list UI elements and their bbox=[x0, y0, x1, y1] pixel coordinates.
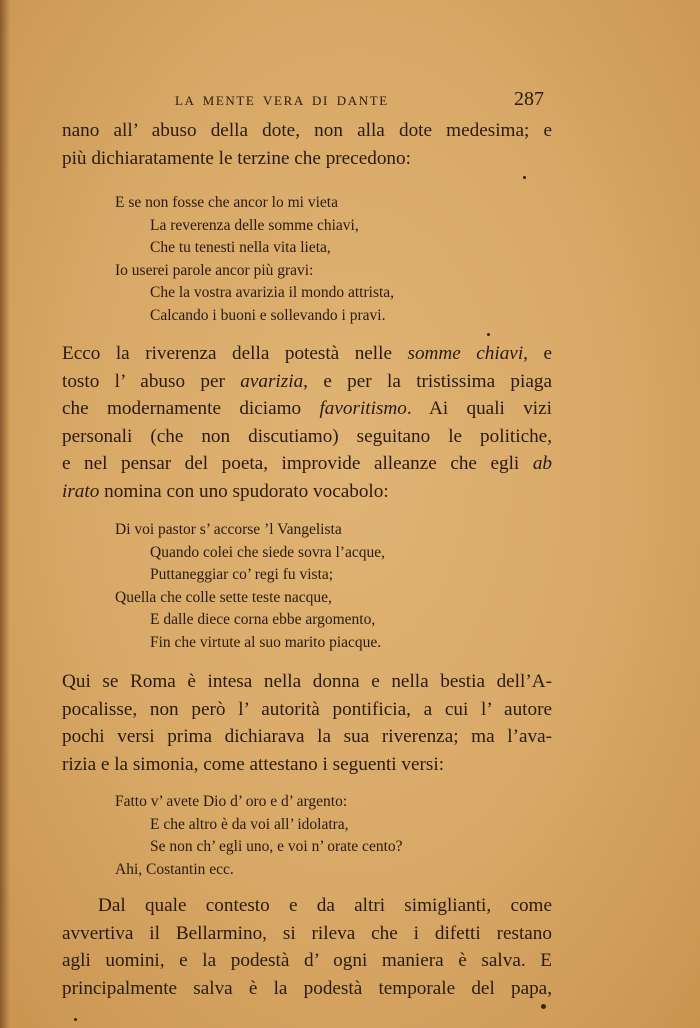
emphasis: favoritismo bbox=[319, 398, 407, 419]
paper-speck bbox=[523, 176, 526, 179]
text-line: più dichiaratamente le terzine che precedono: bbox=[62, 147, 411, 169]
text-line: avvertiva il Bellarmino, si rileva che i difetti restano bbox=[62, 922, 552, 944]
paper-speck bbox=[541, 1004, 546, 1009]
verse-line: E dalle diece corna ebbe argomento, bbox=[150, 611, 376, 629]
verse-line: Quella che colle sette teste nacque, bbox=[115, 588, 332, 606]
text-line: Qui se Roma è intesa nella donna e nella bestia dell’A- bbox=[62, 671, 552, 692]
emphasis: somme chiavi bbox=[407, 343, 524, 364]
verse-quote-2 bbox=[115, 519, 385, 655]
running-title: LA MENTE VERA DI DANTE bbox=[175, 93, 389, 108]
text-line: nano all’ abuso della dote, non alla dote medesima; e bbox=[62, 120, 552, 141]
verse-line: Fin che virtute al suo marito piacque. bbox=[150, 633, 382, 651]
verse-line: Ahi, Costantin ecc. bbox=[115, 860, 234, 878]
text-line: rizia e la simonia, come attestano i seguenti versi: bbox=[62, 753, 445, 775]
paragraph-1 bbox=[62, 117, 552, 172]
verse-line: E che altro è da voi all’ idolatra, bbox=[150, 815, 349, 833]
verse-line: E se non fosse che ancor lo mi vieta bbox=[115, 194, 338, 211]
text-line: principalmente salva è la podestà temporale del papa, bbox=[62, 977, 552, 999]
emphasis: ab bbox=[532, 453, 552, 474]
verse-line: Quando colei che siede sovra l’acque, bbox=[150, 543, 385, 561]
verse-line: Fatto v’ avete Dio d’ oro e d’ argento: bbox=[115, 793, 348, 810]
text-line: Ecco la riverenza della potestà nelle somme chiavi, e bbox=[62, 343, 552, 364]
verse-line: Calcando i buoni e sollevando i pravi. bbox=[150, 306, 386, 324]
page-edge-shadow bbox=[0, 0, 10, 1028]
verse-line: La reverenza delle somme chiavi, bbox=[150, 216, 359, 234]
text-line: irato nomina con uno spudorato vocabolo: bbox=[62, 480, 389, 502]
text-line: e nel pensar del poeta, improvide alleanze che egli ab bbox=[62, 453, 552, 474]
verse-line: Di voi pastor s’ accorse ’l Vangelista bbox=[115, 521, 342, 538]
paper-speck bbox=[74, 1018, 77, 1021]
text-line: personali (che non discutiamo) seguitano le politiche, bbox=[62, 425, 552, 447]
text-line: Dal quale contesto e da altri simiglianti, come bbox=[98, 895, 552, 916]
verse-line: Puttaneggiar co’ regi fu vista; bbox=[150, 566, 334, 584]
paragraph-4 bbox=[62, 892, 552, 1002]
text-line: agli uomini, e la podestà d’ ogni maniera è salva. E bbox=[62, 950, 552, 971]
emphasis: avarizia bbox=[240, 370, 304, 392]
text-line: pocalisse, non però l’ autorità pontificia, a cui l’ autore bbox=[62, 698, 552, 720]
paper-speck bbox=[487, 333, 490, 336]
emphasis: irato bbox=[62, 480, 100, 502]
verse-line: Se non ch’ egli uno, e voi n’ orate cento? bbox=[150, 838, 403, 856]
page-number: 287 bbox=[514, 88, 544, 110]
verse-line: Che tu tenesti nella vita lieta, bbox=[150, 239, 331, 257]
paragraph-2 bbox=[62, 340, 552, 505]
verse-quote-1 bbox=[115, 192, 394, 328]
text-line: tosto l’ abuso per avarizia, e per la tristissima piaga bbox=[62, 370, 552, 392]
paragraph-3 bbox=[62, 668, 552, 778]
text-line: che modernamente diciamo favoritismo. Ai quali vizi bbox=[62, 398, 552, 419]
verse-quote-3 bbox=[115, 791, 403, 881]
verse-line: Che la vostra avarizia il mondo attrista, bbox=[150, 284, 395, 302]
text-line: pochi versi prima dichiarava la sua riverenza; ma l’ava- bbox=[62, 726, 552, 747]
verse-line: Io userei parole ancor più gravi: bbox=[115, 261, 314, 279]
